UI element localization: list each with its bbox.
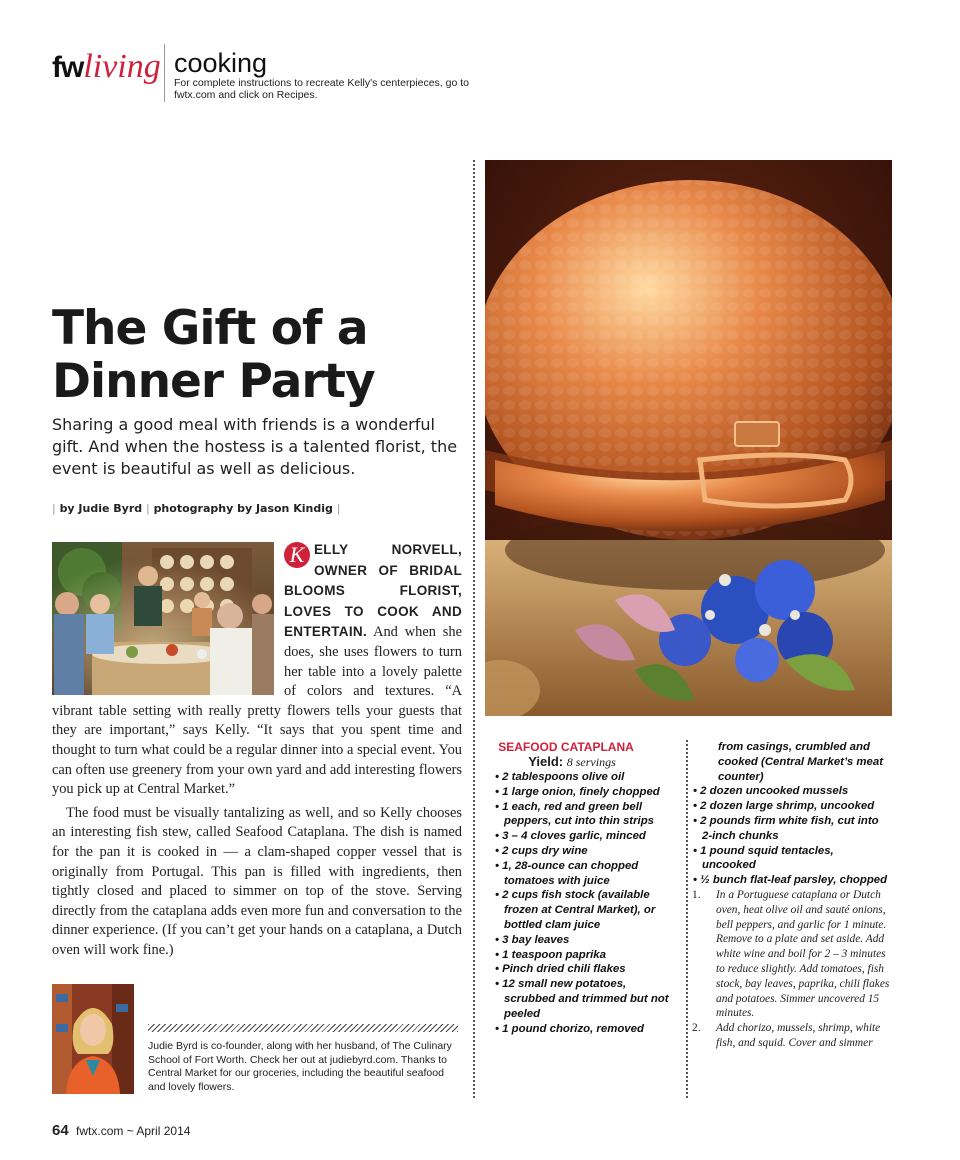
section-name: cooking (174, 48, 268, 78)
cataplana-photo (485, 160, 892, 716)
article-body (52, 540, 462, 960)
ingredient-item: • 1 teaspoon paprika (495, 948, 606, 961)
logo-living: living (83, 48, 161, 85)
article-title (52, 302, 452, 408)
magazine-logo (52, 48, 161, 86)
ingredient-item: • 2 cups dry wine (495, 844, 588, 857)
author-bio: Judie Byrd is co-founder, along with her husband, of The Culinary School of Fort Worth. Check her out at judiebyrd.com. Thanks to Central Market for our groceries, including the beautiful seafood and lovely flowers. (148, 1040, 452, 1093)
recipe-steps (690, 888, 890, 1051)
recipe-column-divider (686, 740, 688, 1098)
author-photo (52, 984, 134, 1094)
recipe-yield (492, 754, 652, 770)
yield-label: Yield: (528, 754, 564, 769)
ingredient-item: • 1 each, red and green bell peppers, cut into thin strips (495, 800, 654, 828)
ingredient-item: • 1, 28-ounce can chopped tomatoes with juice (495, 859, 639, 887)
header-divider (164, 44, 165, 102)
column-divider (473, 160, 475, 1098)
yield-value: 8 servings (566, 755, 616, 769)
recipe-step (690, 1021, 890, 1051)
ingredient-item: • 3 – 4 cloves garlic, minced (495, 830, 646, 843)
step-number: 1. (692, 888, 701, 901)
article-paragraph-2: The food must be visually tantalizing as well, and so Kelly chooses an interesting fish stew, called Seafood Cataplana. The dish is named for the pan it is cooked in — a clam-shaped copper vessel that is originally from Portugal. This pan is filled with ingredients, then tightly closed and placed to simmer on top of the stove. Serving directly from the cataplana adds even more fun and conversation to the dinner experience. (If you can’t get your hands on a cataplana, a Dutch oven will work fine.) (52, 804, 462, 958)
byline-author: by Judie Byrd (59, 502, 143, 515)
photo-wrap-spacer (52, 540, 284, 700)
recipe-column-2 (690, 740, 890, 1051)
ingredient-item: • Pinch dried chili flakes (495, 963, 626, 976)
footer-publication: fwtx.com ~ April 2014 (76, 1124, 191, 1138)
recipe-column-1 (492, 740, 672, 1036)
byline: | by Judie Byrd | photography by Jason Kindig | (52, 502, 341, 515)
ingredient-item: • ½ bunch flat-leaf parsley, chopped (693, 874, 888, 887)
drop-cap: K (284, 542, 310, 568)
ingredient-list-1 (492, 770, 672, 1036)
paragraph-1-text: And when she does, she uses flowers to turn her table into a lovely palette of colors and textures. “A vibrant table setting with really pretty flowers tells your guests that they are important,” says Kelly. “It says that you spent time and thought to turn what could be a regular dinner into a special event. You can often use greenery from your own yard and add interesting flowers you pick up at Central Market.” (52, 624, 462, 798)
logo-fw: fw (52, 51, 84, 84)
ingredient-item: • 2 dozen large shrimp, uncooked (693, 800, 875, 813)
ingredient-item: • 2 tablespoons olive oil (495, 771, 625, 783)
ingredient-item: • 12 small new potatoes, scrubbed and trimmed but not peeled (495, 978, 669, 1020)
lead-caps: ELLY NORVELL, OWNER OF BRIDAL BLOOMS FLORIST, LOVES TO COOK AND ENTERTAIN. (284, 542, 462, 640)
ingredient-item: • 1 large onion, finely chopped (495, 785, 660, 798)
recipe-step (690, 888, 890, 1021)
page-number: 64 (52, 1122, 69, 1139)
ingredient-item: • 1 pound chorizo, removed (495, 1022, 644, 1035)
header-note: For complete instructions to recreate Kelly's centerpieces, go to fwtx.com and click on Recipes. (174, 77, 469, 101)
recipe-title: SEAFOOD CATAPLANA (498, 740, 634, 754)
step-text: In a Portuguese cataplana or Dutch oven, heat olive oil and sauté onions, bell peppers, and garlic for 1 minute. Remove to a plate and set aside. Add white wine and boil for 2 – 3 minutes to reduce slightly. Add tomatoes, fish stock, bay leaves, paprika, chili flakes and potatoes. Simmer uncovered 15 minutes. (716, 888, 890, 1020)
ingredient-continuation: from casings, crumbled and cooked (Central Market’s meat counter) (718, 741, 884, 783)
bio-rule (148, 1024, 458, 1032)
title-line-1: The Gift of a (52, 301, 368, 356)
page-footer (52, 1122, 190, 1139)
ingredient-item: • 2 cups fish stock (available frozen at Central Market), or bottled clam juice (495, 889, 656, 931)
title-line-2: Dinner Party (52, 354, 375, 409)
ingredient-list-2 (690, 740, 890, 888)
step-number: 2. (692, 1022, 701, 1035)
ingredient-item: • 2 pounds firm white fish, cut into 2-inch chunks (693, 814, 879, 842)
article-dek: Sharing a good meal with friends is a wonderful gift. And when the hostess is a talented florist, the event is beautiful as well as delicious. (52, 415, 458, 478)
ingredient-item: • 3 bay leaves (495, 933, 570, 946)
byline-photographer: photography by Jason Kindig (153, 502, 333, 515)
ingredient-item: • 1 pound squid tentacles, uncooked (693, 844, 834, 872)
step-text: Add chorizo, mussels, shrimp, white fish, and squid. Cover and simmer (716, 1022, 881, 1049)
ingredient-item: • 2 dozen uncooked mussels (693, 785, 849, 798)
